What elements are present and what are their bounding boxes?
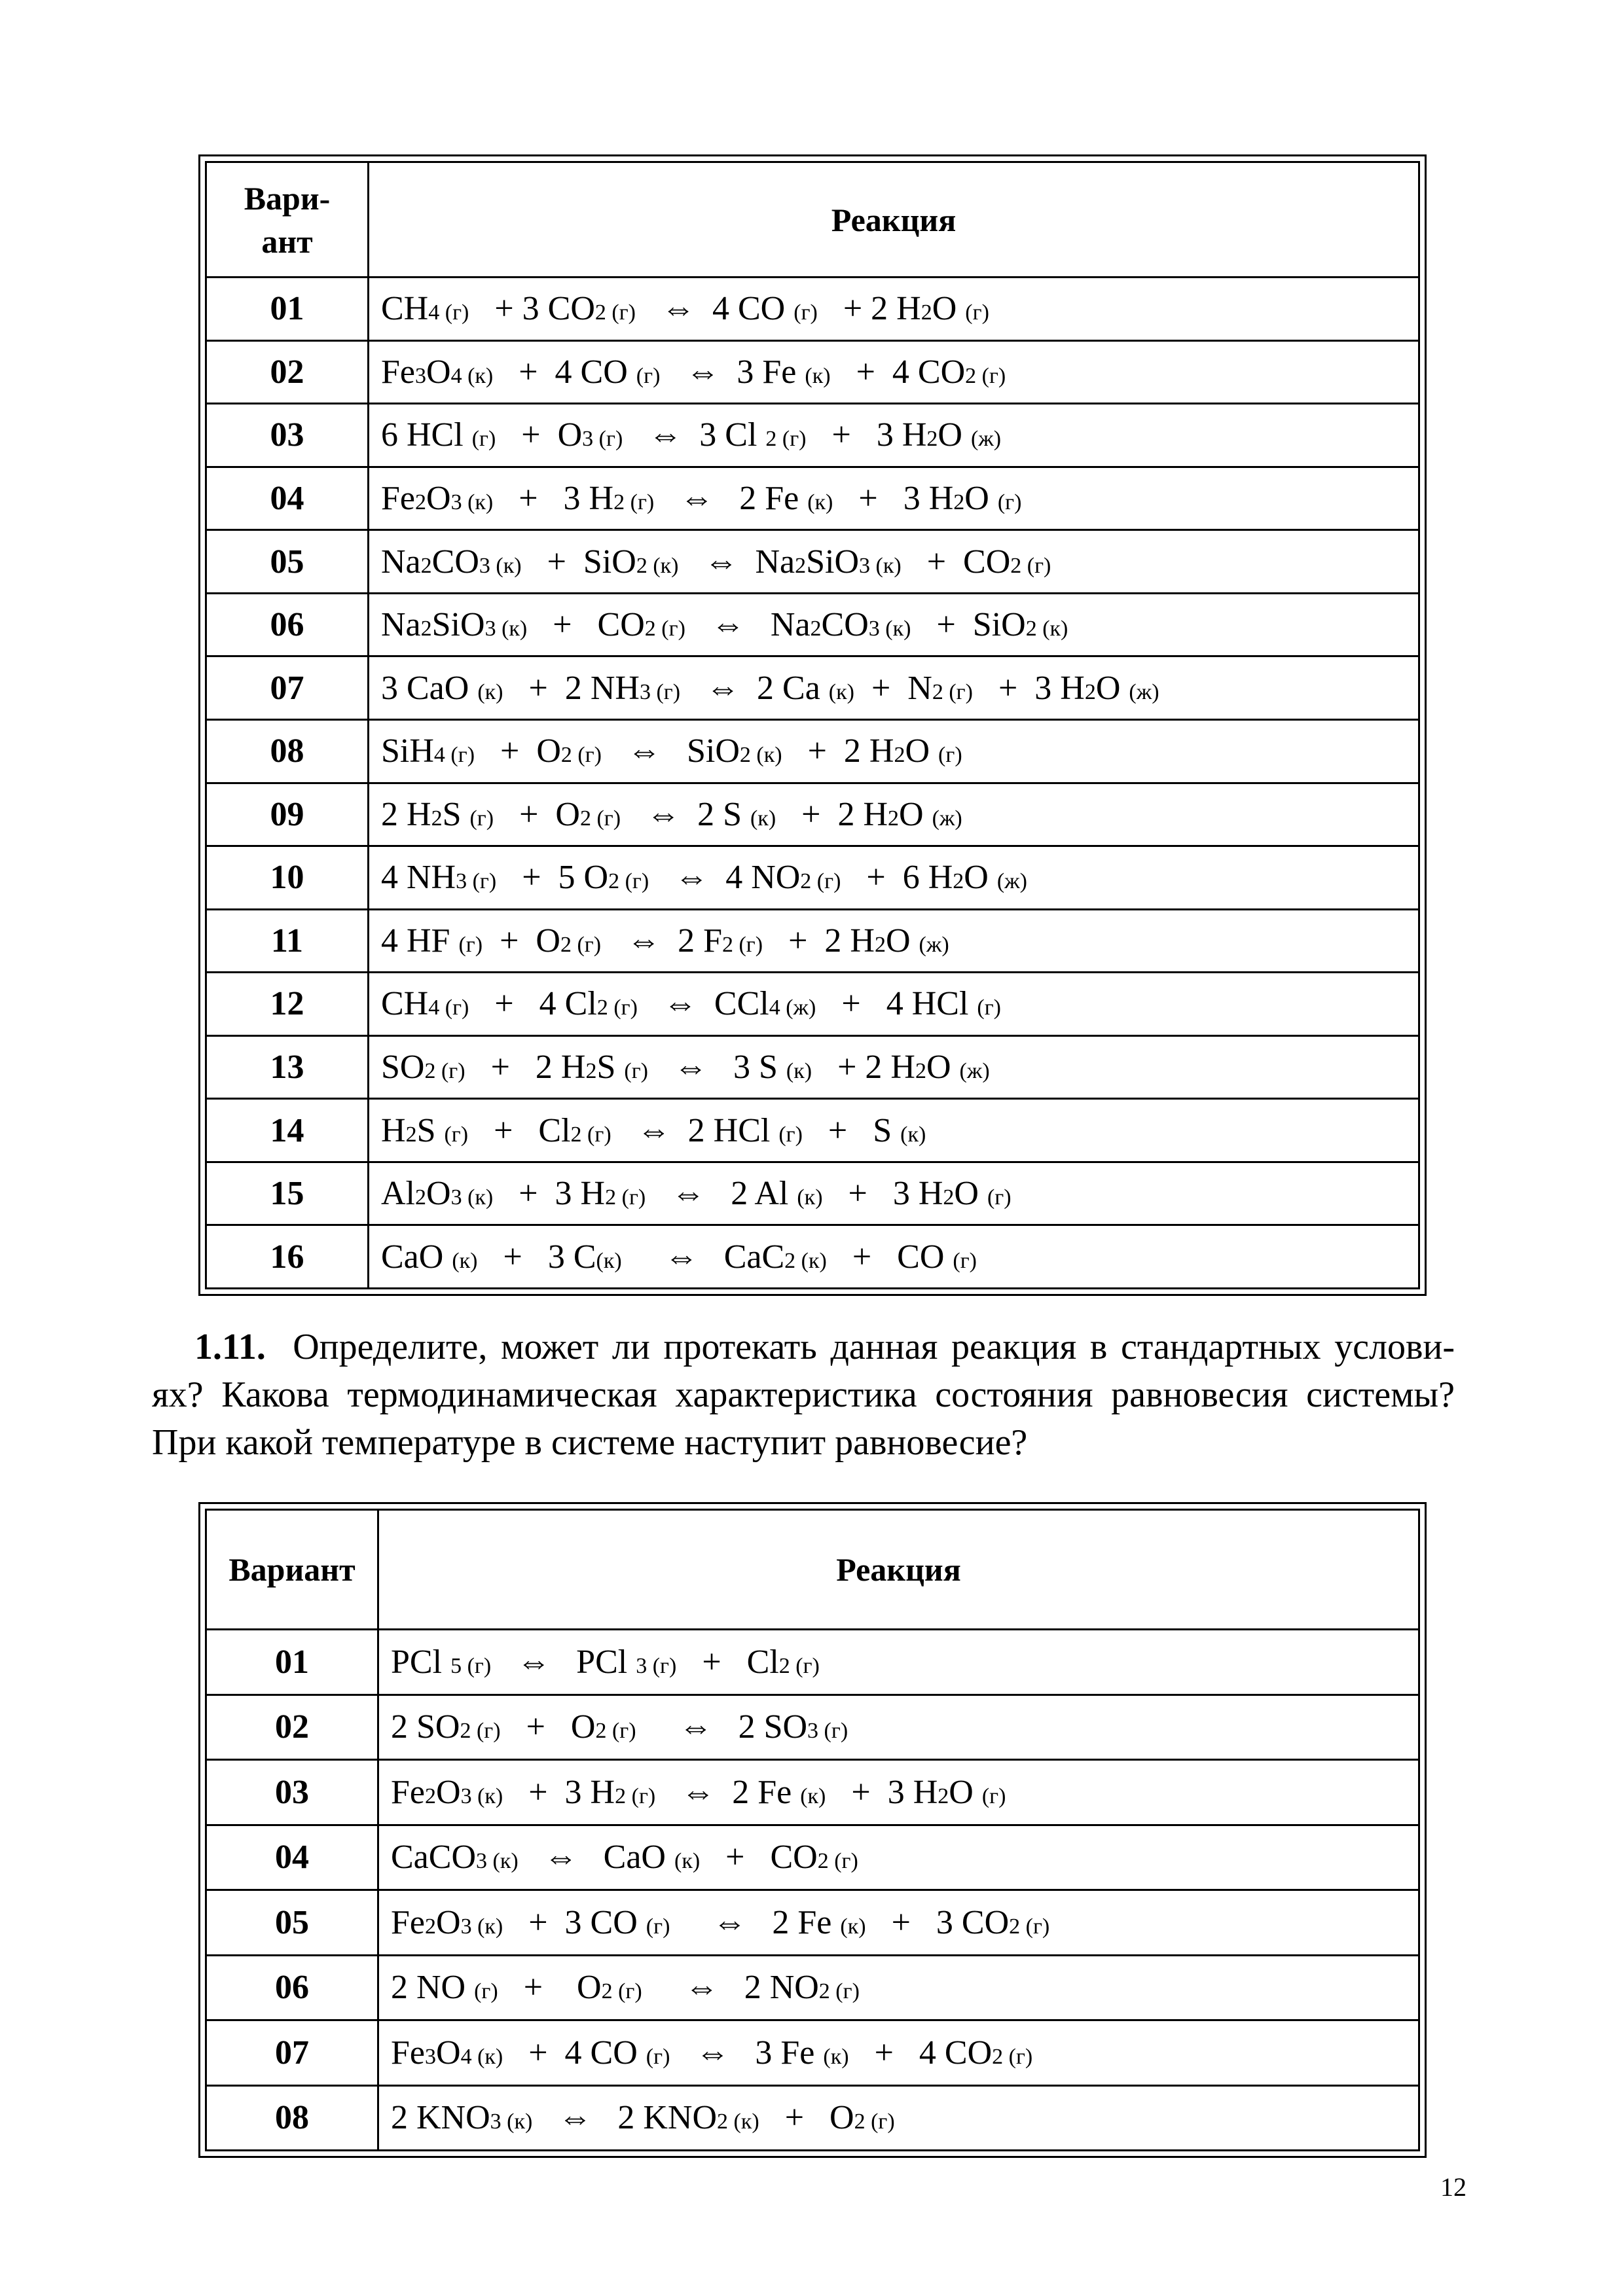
table-row [206, 783, 1419, 846]
table-row [206, 593, 1419, 656]
table-row [206, 404, 1419, 467]
task-line-1-text: Определите, может ли протекать данная реакция в стандартных услови- [293, 1327, 1455, 1367]
reaction-equation: 4 NH3 (г) + 5 O2 (г) ⇔ 4 NO2 (г) + 6 H2O (ж) [369, 846, 1419, 910]
variant-number: 05 [206, 1890, 378, 1956]
table-2-header-row [206, 1510, 1419, 1630]
table-row [206, 909, 1419, 973]
table-row [206, 1760, 1419, 1825]
reaction-equation: H2S (г) + Cl2 (г) ⇔ 2 HCl (г) + S (к) [369, 1099, 1419, 1162]
reaction-equation: Fe2O3 (к) + 3 CO (г) ⇔ 2 Fe (к) + 3 CO2 (г) [378, 1890, 1419, 1956]
variant-number: 06 [206, 1955, 378, 2020]
table-row [206, 340, 1419, 404]
variant-number: 10 [206, 846, 369, 910]
table-row [206, 1695, 1419, 1760]
table-row [206, 973, 1419, 1036]
reaction-equation: 2 KNO3 (к) ⇔ 2 KNO2 (к) + O2 (г) [378, 2085, 1419, 2151]
table-row [206, 278, 1419, 341]
table-row [206, 2085, 1419, 2151]
table-row [206, 656, 1419, 720]
variant-number: 06 [206, 593, 369, 656]
variant-number: 07 [206, 656, 369, 720]
table-row [206, 1035, 1419, 1099]
reaction-equation: CH4 (г) + 4 Cl2 (г) ⇔ CCl4 (ж) + 4 HCl (г) [369, 973, 1419, 1036]
table-2-header-reaction: Реакция [378, 1510, 1419, 1630]
reaction-equation: 3 CaO (к) + 2 NH3 (г) ⇔ 2 Ca (к) + N2 (г) + 3 H2O (ж) [369, 656, 1419, 720]
variant-number: 11 [206, 909, 369, 973]
reaction-equation: Fe2O3 (к) + 3 H2 (г) ⇔ 2 Fe (к) + 3 H2O (г) [378, 1760, 1419, 1825]
variant-number: 02 [206, 340, 369, 404]
reaction-equation: 2 SO2 (г) + O2 (г) ⇔ 2 SO3 (г) [378, 1695, 1419, 1760]
table-row [206, 1099, 1419, 1162]
reaction-equation: 6 HCl (г) + O3 (г) ⇔ 3 Cl 2 (г) + 3 H2O (ж) [369, 404, 1419, 467]
table-row [206, 1630, 1419, 1695]
variant-number: 08 [206, 719, 369, 783]
reaction-equation: CH4 (г) + 3 CO2 (г) ⇔ 4 CO (г) + 2 H2O (г) [369, 278, 1419, 341]
variant-number: 02 [206, 1695, 378, 1760]
reaction-equation: SiH4 (г) + O2 (г) ⇔ SiO2 (к) + 2 H2O (г) [369, 719, 1419, 783]
variant-number: 04 [206, 467, 369, 530]
variant-number: 16 [206, 1225, 369, 1289]
variant-number: 14 [206, 1099, 369, 1162]
table-row [206, 846, 1419, 910]
reaction-equation: 2 H2S (г) + O2 (г) ⇔ 2 S (к) + 2 H2O (ж) [369, 783, 1419, 846]
variant-number: 08 [206, 2085, 378, 2151]
reactions-table-1 [198, 154, 1427, 1296]
task-line-3: При какой температуре в системе наступит равновесие? [152, 1422, 1028, 1463]
reaction-equation: PCl 5 (г) ⇔ PCl 3 (г) + Cl2 (г) [378, 1630, 1419, 1695]
reaction-equation: Fe3O4 (к) + 4 CO (г) ⇔ 3 Fe (к) + 4 CO2 (г) [369, 340, 1419, 404]
variant-number: 05 [206, 530, 369, 594]
reaction-equation: CaCO3 (к) ⇔ CaO (к) + CO2 (г) [378, 1825, 1419, 1890]
table-row [206, 2020, 1419, 2086]
reaction-equation: Fe3O4 (к) + 4 CO (г) ⇔ 3 Fe (к) + 4 CO2 (г) [378, 2020, 1419, 2086]
variant-number: 12 [206, 973, 369, 1036]
table-2-header-variant: Вариант [206, 1510, 378, 1630]
table-row [206, 1225, 1419, 1289]
table-2-grid [205, 1509, 1420, 2151]
task-line-1 [152, 1323, 1455, 1371]
variant-number: 01 [206, 278, 369, 341]
reaction-equation: 4 HF (г) + O2 (г) ⇔ 2 F2 (г) + 2 H2O (ж) [369, 909, 1419, 973]
reaction-equation: Na2CO3 (к) + SiO2 (к) ⇔ Na2SiO3 (к) + CO2 (г) [369, 530, 1419, 594]
reaction-equation: Al2O3 (к) + 3 H2 (г) ⇔ 2 Al (к) + 3 H2O (г) [369, 1162, 1419, 1225]
page-number: 12 [1440, 2172, 1467, 2202]
table-1-header-variant: Вари- ант [206, 162, 369, 278]
task-number: 1.11. [194, 1327, 266, 1367]
reaction-equation: 2 NO (г) + O2 (г) ⇔ 2 NO2 (г) [378, 1955, 1419, 2020]
table-row [206, 1890, 1419, 1956]
variant-number: 01 [206, 1630, 378, 1695]
variant-number: 03 [206, 1760, 378, 1825]
table-row [206, 1825, 1419, 1890]
task-1-11 [152, 1323, 1455, 1467]
variant-number: 07 [206, 2020, 378, 2086]
table-1-grid [205, 161, 1420, 1289]
variant-number: 09 [206, 783, 369, 846]
table-1-header-row [206, 162, 1419, 278]
reaction-equation: SO2 (г) + 2 H2S (г) ⇔ 3 S (к) + 2 H2O (ж) [369, 1035, 1419, 1099]
reaction-equation: CaO (к) + 3 C(к) ⇔ CaC2 (к) + CO (г) [369, 1225, 1419, 1289]
reaction-equation: Na2SiO3 (к) + CO2 (г) ⇔ Na2CO3 (к) + SiO2 (к) [369, 593, 1419, 656]
variant-number: 04 [206, 1825, 378, 1890]
variant-number: 13 [206, 1035, 369, 1099]
task-line-2: ях? Какова термодинамическая характеристика состояния равновесия системы? [152, 1374, 1455, 1415]
reactions-table-2 [198, 1502, 1427, 2158]
table-row [206, 530, 1419, 594]
table-row [206, 1955, 1419, 2020]
variant-number: 03 [206, 404, 369, 467]
table-row [206, 719, 1419, 783]
variant-number: 15 [206, 1162, 369, 1225]
table-row [206, 467, 1419, 530]
table-1-header-reaction: Реакция [369, 162, 1419, 278]
table-row [206, 1162, 1419, 1225]
reaction-equation: Fe2O3 (к) + 3 H2 (г) ⇔ 2 Fe (к) + 3 H2O (г) [369, 467, 1419, 530]
